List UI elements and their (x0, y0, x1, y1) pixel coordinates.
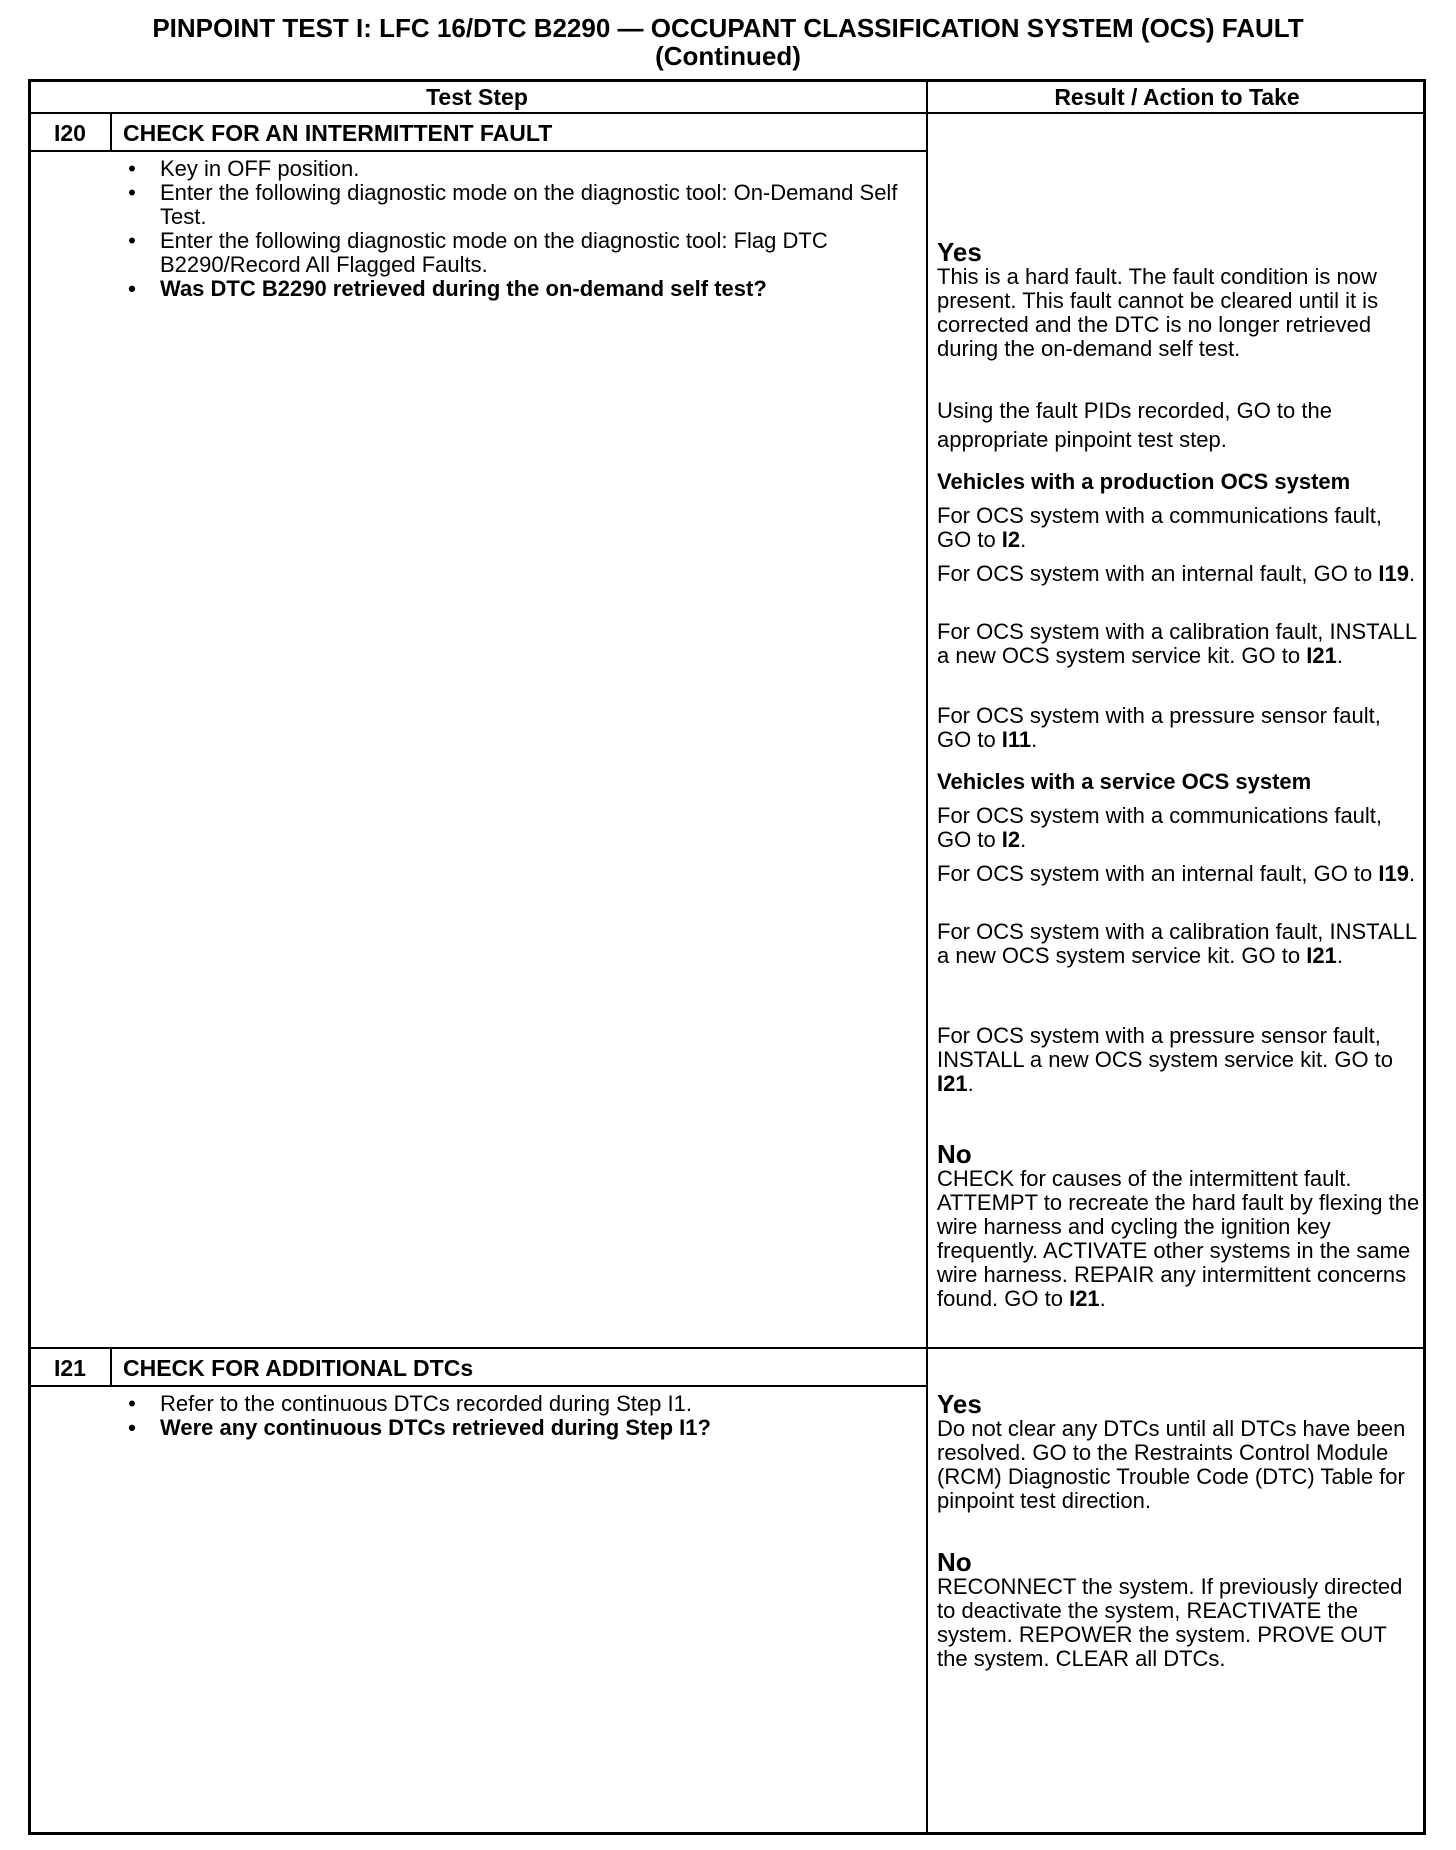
result-end: . (1336, 643, 1343, 668)
header-test-step: Test Step (426, 84, 528, 110)
result-text: For OCS system with a pressure sensor fault, GO to (937, 703, 1381, 752)
result-text: For OCS system with a pressure sensor fault, INSTALL a new OCS system service kit. GO to (937, 1023, 1394, 1072)
goto-step: I19 (1378, 861, 1409, 886)
group-heading-service: Vehicles with a service OCS system (937, 769, 1312, 794)
goto-step: I21 (1069, 1286, 1100, 1311)
title-line-1: PINPOINT TEST I: LFC 16/DTC B2290 — OCCUPANT CLASSIFICATION SYSTEM (OCS) FAULT (152, 13, 1304, 43)
instruction-item: • Key in OFF position. (128, 156, 360, 181)
result-end: . (1408, 861, 1416, 886)
instruction-text: Key in OFF position. (160, 156, 360, 181)
no-text (937, 1167, 1421, 1311)
goto-step: I21 (1306, 643, 1337, 668)
instruction-text: Refer to the continuous DTCs recorded during Step I1. (160, 1391, 692, 1416)
header-result: Result / Action to Take (1054, 84, 1300, 110)
step-heading-divider (28, 150, 926, 152)
goto-step: I11 (1001, 727, 1032, 752)
yes-text: This is a hard fault. The fault condition is now present. This fault cannot be cleared until it is corrected and the DTC is no longer retrieved during the on-demand self test. (937, 264, 1379, 361)
result-text: For OCS system with a communications fault, GO to (937, 503, 1383, 552)
result-text: For OCS system with an internal fault, GO to (937, 861, 1379, 886)
page-title (0, 14, 1456, 70)
yes-text: Do not clear any DTCs until all DTCs have been resolved. GO to the Restraints Control Module (RCM) Diagnostic Trouble Code (DTC) Table for pinpoint test direction. (937, 1416, 1406, 1513)
step-i21-instructions (122, 1392, 922, 1440)
result-item (937, 862, 1421, 886)
result-item (937, 804, 1421, 852)
question-text: Was DTC B2290 retrieved during the on-demand self test? (160, 276, 767, 301)
title-line-2: (Continued) (655, 41, 801, 71)
result-item (937, 920, 1421, 968)
instruction-item: • Refer to the continuous DTCs recorded during Step I1. (128, 1391, 692, 1416)
step-i20-instructions (122, 157, 922, 301)
result-item (937, 704, 1421, 752)
no-label: No (937, 1547, 972, 1577)
instruction-item: • Enter the following diagnostic mode on the diagnostic tool: On-Demand Self Test. (128, 180, 898, 229)
result-end: . (1336, 943, 1343, 968)
goto-step: I19 (1378, 561, 1409, 586)
pid-instruction: Using the fault PIDs recorded, GO to the appropriate pinpoint test step. (937, 398, 1332, 452)
result-end: . (1099, 1286, 1106, 1311)
result-item (937, 504, 1421, 552)
step-heading-divider (28, 1385, 926, 1387)
no-text-body: CHECK for causes of the intermittent fault. ATTEMPT to recreate the hard fault by flexing the wire harness and cycling the ignition key frequently. ACTIVATE other systems in the same wire harness. REPAIR any intermittent concerns found. GO to (937, 1166, 1420, 1311)
result-end: . (1020, 527, 1027, 552)
goto-step: I21 (937, 1071, 968, 1096)
step-number-divider (110, 114, 112, 150)
result-text: For OCS system with a communications fault, GO to (937, 803, 1383, 852)
result-item (937, 1024, 1421, 1096)
result-end: . (967, 1071, 974, 1096)
instruction-question: • Was DTC B2290 retrieved during the on-demand self test? (128, 276, 767, 301)
no-text: RECONNECT the system. If previously directed to deactivate the system, REACTIVATE the system. REPOWER the system. PROVE OUT the system. CLEAR all DTCs. (937, 1574, 1403, 1671)
goto-step: I21 (1306, 943, 1337, 968)
result-end: . (1408, 561, 1416, 586)
result-item (937, 562, 1421, 586)
instruction-text: Enter the following diagnostic mode on the diagnostic tool: On-Demand Self Test. (160, 180, 898, 229)
step-heading-i20: CHECK FOR AN INTERMITTENT FAULT (123, 120, 553, 146)
step-number-divider (110, 1349, 112, 1385)
question-text: Were any continuous DTCs retrieved during Step I1? (160, 1415, 711, 1440)
column-divider (926, 79, 928, 1835)
instruction-question: • Were any continuous DTCs retrieved during Step I1? (128, 1415, 711, 1440)
result-text: For OCS system with a calibration fault, INSTALL a new OCS system service kit. GO to (937, 619, 1417, 668)
no-label: No (937, 1139, 972, 1169)
step-number-i20: I20 (54, 120, 86, 146)
instruction-item: • Enter the following diagnostic mode on the diagnostic tool: Flag DTC B2290/Record All Flagged Faults. (128, 228, 828, 277)
yes-label: Yes (937, 1389, 982, 1419)
result-text: For OCS system with an internal fault, GO to (937, 561, 1379, 586)
step-number-i21: I21 (54, 1355, 86, 1381)
step-separator (28, 1347, 1426, 1349)
result-item (937, 620, 1421, 668)
goto-step: I2 (1001, 527, 1021, 552)
result-text: For OCS system with a calibration fault, INSTALL a new OCS system service kit. GO to (937, 919, 1417, 968)
result-end: . (1020, 827, 1027, 852)
header-divider (28, 112, 1426, 114)
group-heading-production: Vehicles with a production OCS system (937, 469, 1351, 494)
instruction-text: Enter the following diagnostic mode on the diagnostic tool: Flag DTC B2290/Record All Flagged Faults. (160, 228, 828, 277)
goto-step: I2 (1001, 827, 1021, 852)
result-end: . (1031, 727, 1038, 752)
yes-label: Yes (937, 237, 982, 267)
step-heading-i21: CHECK FOR ADDITIONAL DTCs (123, 1355, 474, 1381)
